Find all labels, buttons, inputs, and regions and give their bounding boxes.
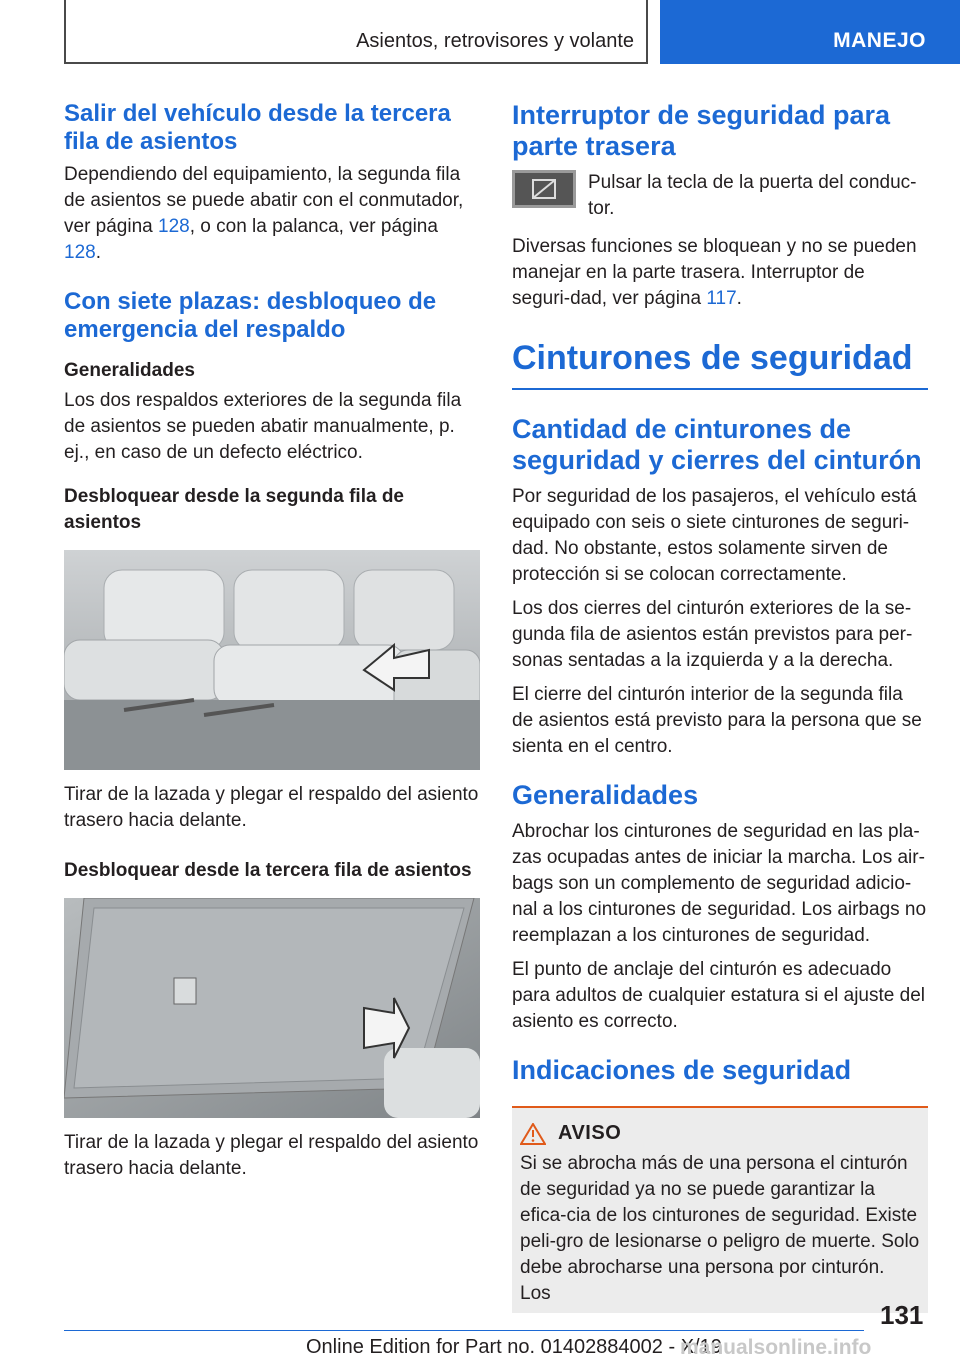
warning-triangle-icon xyxy=(520,1123,546,1145)
heading-exit-third-row: Salir del vehículo desde la tercera fila de asientos xyxy=(64,100,451,155)
warning-label: AVISO xyxy=(558,1122,622,1144)
subheading-unlock-third-row: Desbloquear desde la tercera fila de asientos xyxy=(64,860,472,881)
watermark: manualsonline.info xyxy=(680,1336,872,1359)
warning-text: Si se abrocha más de una persona el cinturón de seguridad ya no se puede garantizar la efica-cia de los cinturones de seguridad. Existe peli-gro de lesionarse o peligro de muerte. Solo debe abrocharse una persona por cinturón. Los xyxy=(520,1153,920,1304)
page-number: 131 xyxy=(880,1300,924,1330)
page-link-128[interactable]: 128 xyxy=(158,216,190,237)
heading-seatbelt-count: Cantidad de cinturones de seguridad y cierres del cinturón xyxy=(512,414,922,475)
paragraph-general: Los dos respaldos exteriores de la segunda fila de asientos se pueden abatir manualmente, p. ej., en caso de un defecto eléctrico. xyxy=(64,390,462,463)
seat-image-second-row xyxy=(64,550,480,770)
caption-third-row: Tirar de la lazada y plegar el respaldo del asiento trasero hacia delante. xyxy=(64,1132,479,1179)
heading-emergency-release: Con siete plazas: desbloqueo de emergencia del respaldo xyxy=(64,288,437,343)
caption-second-row: Tirar de la lazada y plegar el respaldo del asiento trasero hacia delante. xyxy=(64,784,479,831)
header-chapter-tab[interactable] xyxy=(660,0,960,64)
seat-image-third-row xyxy=(64,898,480,1118)
paragraph-general-1: Abrochar los cinturones de seguridad en las pla-zas ocupadas antes de iniciar la marcha. Los air-bags son un complemento de seguridad adicio-nal a los cinturones de seguridad. Los airbags no reemplazan a los cinturones de seguridad. xyxy=(512,821,927,946)
icon-instruction xyxy=(512,170,928,222)
footer-rule xyxy=(64,1330,864,1331)
heading-safety-notes: Indicaciones de seguridad xyxy=(512,1055,852,1085)
paragraph-child-safety: Diversas funciones se bloquean y no se pueden manejar en la parte trasera. Interruptor de seguri-dad, ver página 117. xyxy=(512,236,917,309)
subheading-general: Generalidades xyxy=(64,360,195,381)
paragraph-exit-third-row: Dependiendo del equipamiento, la segunda fila de asientos se puede abatir con el conmutador, ver página 128, o con la palanca, ver página 128. xyxy=(64,164,464,263)
heading-general: Generalidades xyxy=(512,780,699,810)
paragraph-seatbelt-2: Los dos cierres del cinturón exteriores de la se-gunda fila de asientos están previstos para per-sonas sentadas a la izquierda y a la derecha. xyxy=(512,598,913,671)
heading-child-safety-switch: Interruptor de seguridad para parte trasera xyxy=(512,100,891,161)
paragraph-seatbelt-3: El cierre del cinturón interior de la segunda fila de asientos está previsto para la persona que se sienta en el centro. xyxy=(512,684,922,757)
right-column xyxy=(512,100,928,1313)
header-section-title: Asientos, retrovisores y volante xyxy=(356,30,634,52)
icon-instruction-text: Pulsar la tecla de la puerta del conduc-tor. xyxy=(588,172,917,219)
footer-edition: Online Edition for Part no. 01402884002 - X/19 xyxy=(306,1336,722,1358)
child-lock-switch-icon xyxy=(512,170,576,208)
paragraph-general-2: El punto de anclaje del cinturón es adecuado para adultos de cualquier estatura si el ajuste del asiento es correcto. xyxy=(512,959,925,1032)
warning-box xyxy=(512,1106,928,1313)
chapter-tab-label: MANEJO xyxy=(833,29,926,52)
left-column xyxy=(64,100,480,1182)
subheading-unlock-second-row: Desbloquear desde la segunda fila de asientos xyxy=(64,486,404,533)
chapter-title-seatbelts: Cinturones de seguridad xyxy=(512,338,928,390)
page-link-117[interactable]: 117 xyxy=(706,288,737,309)
page-link-128-b[interactable]: 128 xyxy=(64,242,96,263)
paragraph-seatbelt-1: Por seguridad de los pasajeros, el vehículo está equipado con seis o siete cinturones de seguri-dad. No obstante, estos solamente sirven de protección si se colocan correctamente. xyxy=(512,486,917,585)
header-section-box xyxy=(64,0,648,64)
